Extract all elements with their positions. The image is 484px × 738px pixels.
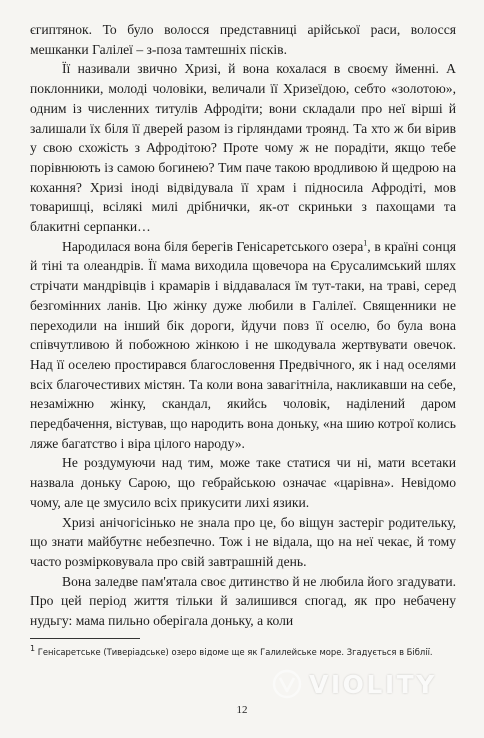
body-text	[30, 20, 456, 631]
paragraph-1-text: єгиптянок. То було волосся представниці арійської раси, волосся мешканки Галілеї – з-поза тамтешніх пісків.	[30, 22, 456, 57]
paragraph-3-text-after: , в країні сонця й тіні та олеандрів. Її мама виходила щовечора на Єрусалимський шлях стрічати мандрівців і крамарів і віддавалася їм тут-таки, на траві, серед безгомінних ланів. Цю жінку дуже любили в Галілеї. Священники не переходили на інший бік дороги, йдучи повз її оселю, бо була вона співчутливою й побожною жінкою і не шкодувала жертвувати овечок. Над її оселею простирався благословення Предвічного, як і над оселями всіх благочестивих містян. Та коли вона завагітніла, накликавши на себе, незаміжню жінку, скандал, якийсь чоловік, наділений даром передбачення, вістував, що народить вона доньку, «на шию котрої колись ляже багатство і віра цілого народу».	[30, 238, 456, 451]
paragraph-5	[30, 513, 456, 572]
footnote-marker: 1	[30, 644, 36, 654]
paragraph-5-text: Хризі анічогісінько не знала про це, бо віщун застеріг родительку, що знати майбутнє небезпечно. Тож і не відала, що на неї чекає, й тому часто розмірковувала про свій завтрашній день.	[30, 514, 456, 569]
watermark	[272, 664, 478, 704]
watermark-text: VIOLITY	[309, 669, 437, 699]
paragraph-6-text: Вона заледве пам'ятала своє дитинство й не любила його згадувати. Про цей період життя тільки й залишився спогад, як про небачену нудьгу: мама пильно оберігала доньку, а коли	[30, 573, 456, 629]
paragraph-1	[30, 20, 456, 59]
footnote-text: Генісаретське (Тиверіадське) озеро відоме ще як Галилейське море. Згадується в Біблії.	[35, 647, 433, 657]
footnote-divider	[30, 638, 140, 639]
paragraph-3	[30, 237, 456, 454]
paragraph-6	[30, 572, 456, 631]
violity-logo-icon	[272, 669, 302, 699]
footnote	[30, 646, 456, 659]
page-number: 12	[236, 704, 248, 716]
paragraph-4-text: Не роздумуючи над тим, може таке статися чи ні, мати всетаки назвала доньку Сарою, що гебрайською означає «царівна». Невідомо чому, але це змусило всіх прикусити лихі язики.	[30, 455, 456, 510]
paragraph-2	[30, 59, 456, 236]
paragraph-4	[30, 453, 456, 512]
footnote-reference: 1	[363, 238, 368, 248]
paragraph-2-text: Її називали звично Хризі, й вона кохалася в своєму йменні. А поклонники, молоді чоловіки, величали її Хризеїдою, себто «золотою», одним із численних титулів Афродіти; вони складали про неї вірші й залишали їх біля її дверей разом із гірляндами троянд. Та хто ж би вірив у свою схожість з Афродітою? Проте чому ж не порадіти, якщо тебе порівнюють із самою богинею? Тим паче такою вродливою й щедрою на кохання? Хризі іноді відвідувала її храм і підносила Афродіті, мов товаришці, всілякі милі дрібнички, як-от скриньки з пахощами та блакитні серпанки…	[30, 61, 456, 235]
paragraph-3-text: Народилася вона біля берегів Генісаретського озера	[62, 238, 364, 254]
